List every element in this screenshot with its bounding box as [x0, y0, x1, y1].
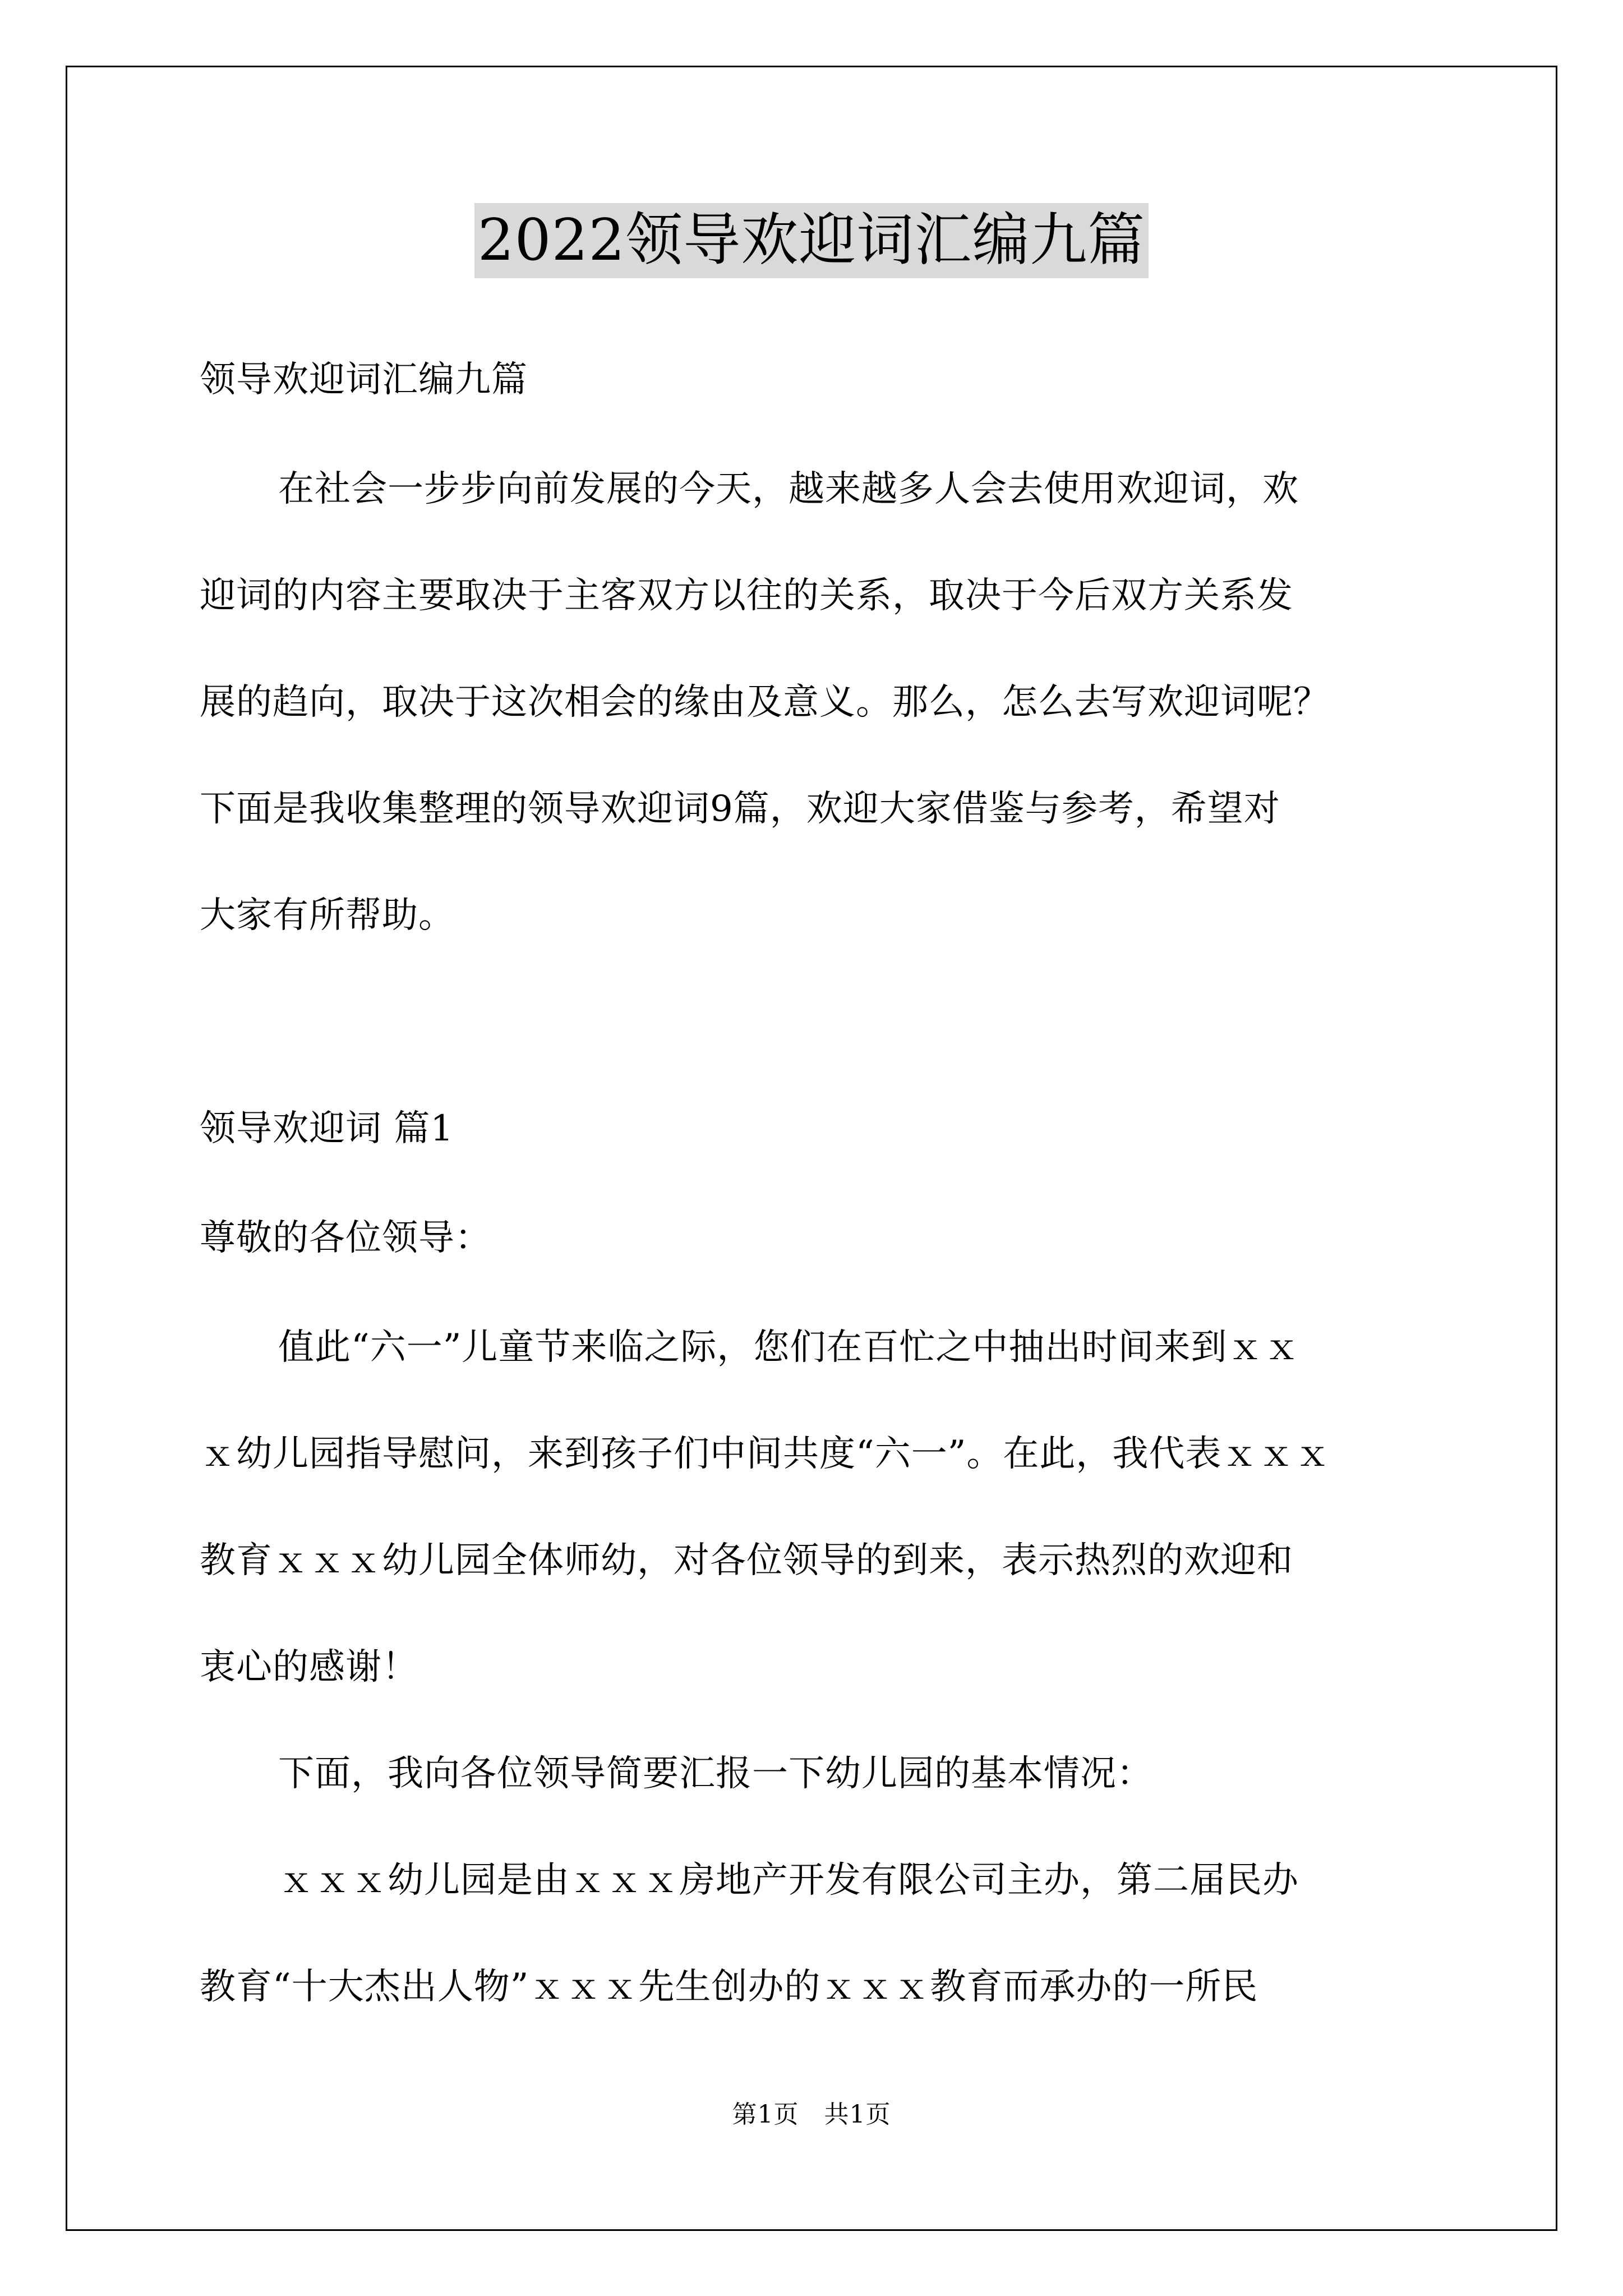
para1-line-1: 值此“六一”儿童节来临之际，您们在百忙之中抽出时间来到ｘｘ	[278, 1327, 1301, 1368]
intro-line-5: 大家有所帮助。	[200, 895, 455, 936]
intro-line-3: 展的趋向，取决于这次相会的缘由及意义。那么，怎么去写欢迎词呢？	[200, 682, 1330, 723]
page-footer: 第1页 共1页	[732, 2100, 891, 2129]
para3-line-1: ｘｘｘ幼儿园是由ｘｘｘ房地产开发有限公司主办，第二届民办	[278, 1860, 1299, 1901]
para1-line-4: 衷心的感谢！	[200, 1646, 418, 1688]
para2-line-1: 下面，我向各位领导简要汇报一下幼儿园的基本情况：	[278, 1753, 1153, 1795]
salutation: 尊敬的各位领导：	[200, 1217, 491, 1259]
para1-line-2: ｘ幼儿园指导慰问，来到孩子们中间共度“六一”。在此，我代表ｘｘｘ	[200, 1433, 1331, 1475]
document-title: 2022领导欢迎词汇编九篇	[474, 203, 1149, 278]
para1-line-3: 教育ｘｘｘ幼儿园全体师幼，对各位领导的到来，表示热烈的欢迎和	[200, 1540, 1293, 1581]
intro-line-1: 在社会一步步向前发展的今天，越来越多人会去使用欢迎词，欢	[278, 468, 1299, 510]
section-heading: 领导欢迎词 篇1	[200, 1108, 454, 1149]
title-container	[0, 203, 1623, 278]
para3-line-2: 教育“十大杰出人物”ｘｘｘ先生创办的ｘｘｘ教育而承办的一所民	[200, 1966, 1258, 2008]
intro-line-4: 下面是我收集整理的领导欢迎词9篇，欢迎大家借鉴与参考，希望对	[200, 788, 1280, 830]
document-subtitle: 领导欢迎词汇编九篇	[200, 359, 528, 401]
intro-line-2: 迎词的内容主要取决于主客双方以往的关系，取决于今后双方关系发	[200, 575, 1293, 616]
